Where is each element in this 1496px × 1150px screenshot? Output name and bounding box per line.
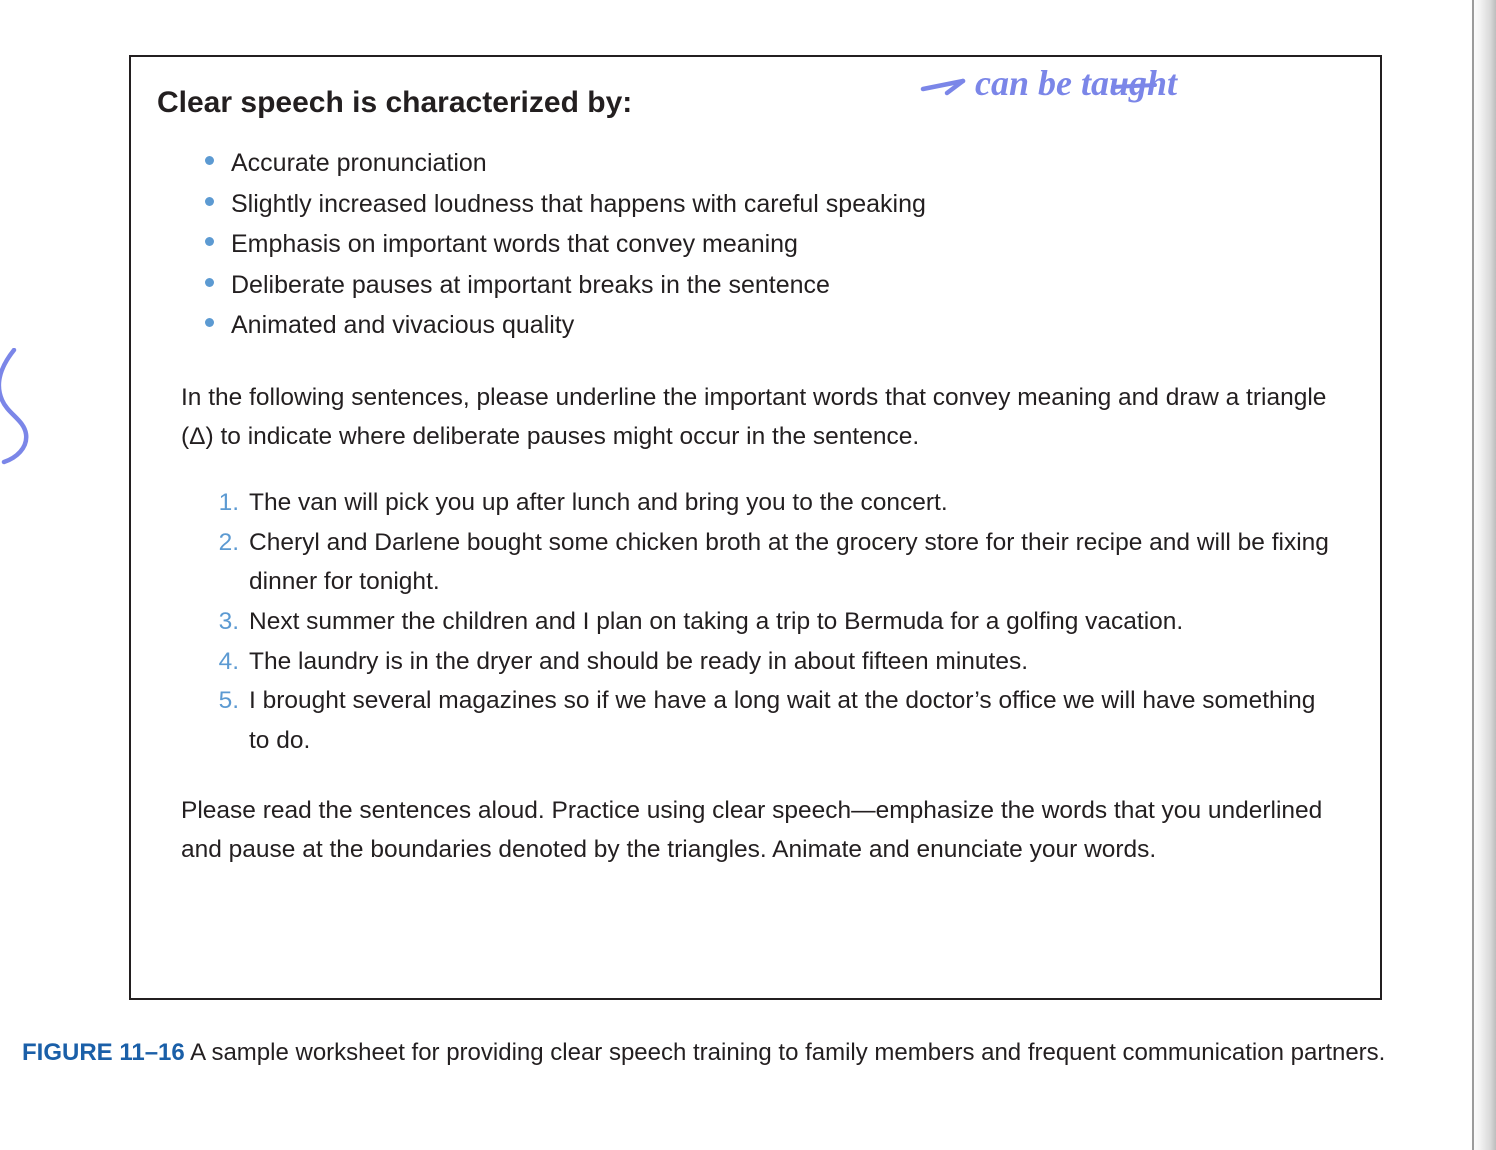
heading-rest-text: is characterized by: xyxy=(343,86,633,119)
list-number: 2. xyxy=(218,528,239,556)
list-number: 3. xyxy=(218,607,239,635)
figure-caption xyxy=(22,1036,1442,1070)
bullet-dot-icon xyxy=(205,237,214,246)
table-row xyxy=(218,523,1332,602)
worksheet-content xyxy=(131,57,1380,880)
list-number: 4. xyxy=(218,647,239,675)
table-row xyxy=(218,642,1332,682)
sentence-text: Cheryl and Darlene bought some chicken broth at the grocery store for their recipe and will be fixing dinner for tonight. xyxy=(249,528,1329,596)
bullet-text: Slightly increased loudness that happens with careful speaking xyxy=(231,189,926,218)
worksheet-box xyxy=(129,55,1382,1000)
bullet-text: Animated and vivacious quality xyxy=(231,311,575,339)
table-row xyxy=(218,681,1332,760)
bullet-dot-icon xyxy=(205,278,214,287)
worksheet-heading xyxy=(157,63,1344,121)
handwritten-annotation xyxy=(917,59,1287,121)
table-row xyxy=(218,602,1332,642)
bullet-text: Deliberate pauses at important breaks in the sentence xyxy=(231,270,830,299)
sentence-text: The van will pick you up after lunch and bring you to the concert. xyxy=(249,488,948,516)
figure-label: FIGURE 11–16 xyxy=(22,1039,185,1066)
list-number: 1. xyxy=(218,488,239,516)
page-edge-line xyxy=(1472,0,1474,1150)
svg-text:can be taught: can be taught xyxy=(975,63,1178,103)
sentence-text: Next summer the children and I plan on taking a trip to Bermuda for a golfing vacation. xyxy=(249,607,1184,635)
instructions-paragraph: In the following sentences, please underline the important words that convey meaning and draw a triangle (Δ) to indicate where deliberate pauses might occur in the sentence. xyxy=(181,383,1327,451)
characteristics-list xyxy=(157,143,1344,346)
practice-sentences-list xyxy=(157,483,1344,761)
list-item xyxy=(231,265,1344,306)
bullet-text: Emphasis on important words that convey meaning xyxy=(231,230,798,258)
bullet-dot-icon xyxy=(205,156,214,165)
list-item xyxy=(231,305,1344,346)
list-number: 5. xyxy=(218,687,239,715)
list-item xyxy=(231,184,1344,225)
handwritten-margin-mark xyxy=(0,348,54,468)
list-item xyxy=(231,143,1344,184)
sentence-text: I brought several magazines so if we have a long wait at the doctor’s office we will have something to do. xyxy=(249,687,1316,754)
bullet-dot-icon xyxy=(205,197,214,206)
sentence-text: The laundry is in the dryer and should be ready in about fifteen minutes. xyxy=(249,647,1029,675)
bullet-text: Accurate pronunciation xyxy=(231,149,487,177)
heading-bold-text: Clear speech xyxy=(157,86,344,119)
list-item xyxy=(231,224,1344,265)
bullet-dot-icon xyxy=(205,318,214,327)
table-row xyxy=(218,483,1332,523)
figure-caption-text: A sample worksheet for providing clear speech training to family members and frequent communication partners. xyxy=(184,1039,1386,1066)
closing-paragraph: Please read the sentences aloud. Practice using clear speech—emphasize the words that you underlined and pause at the boundaries denoted by the triangles. Animate and enunciate your words. xyxy=(181,796,1323,864)
